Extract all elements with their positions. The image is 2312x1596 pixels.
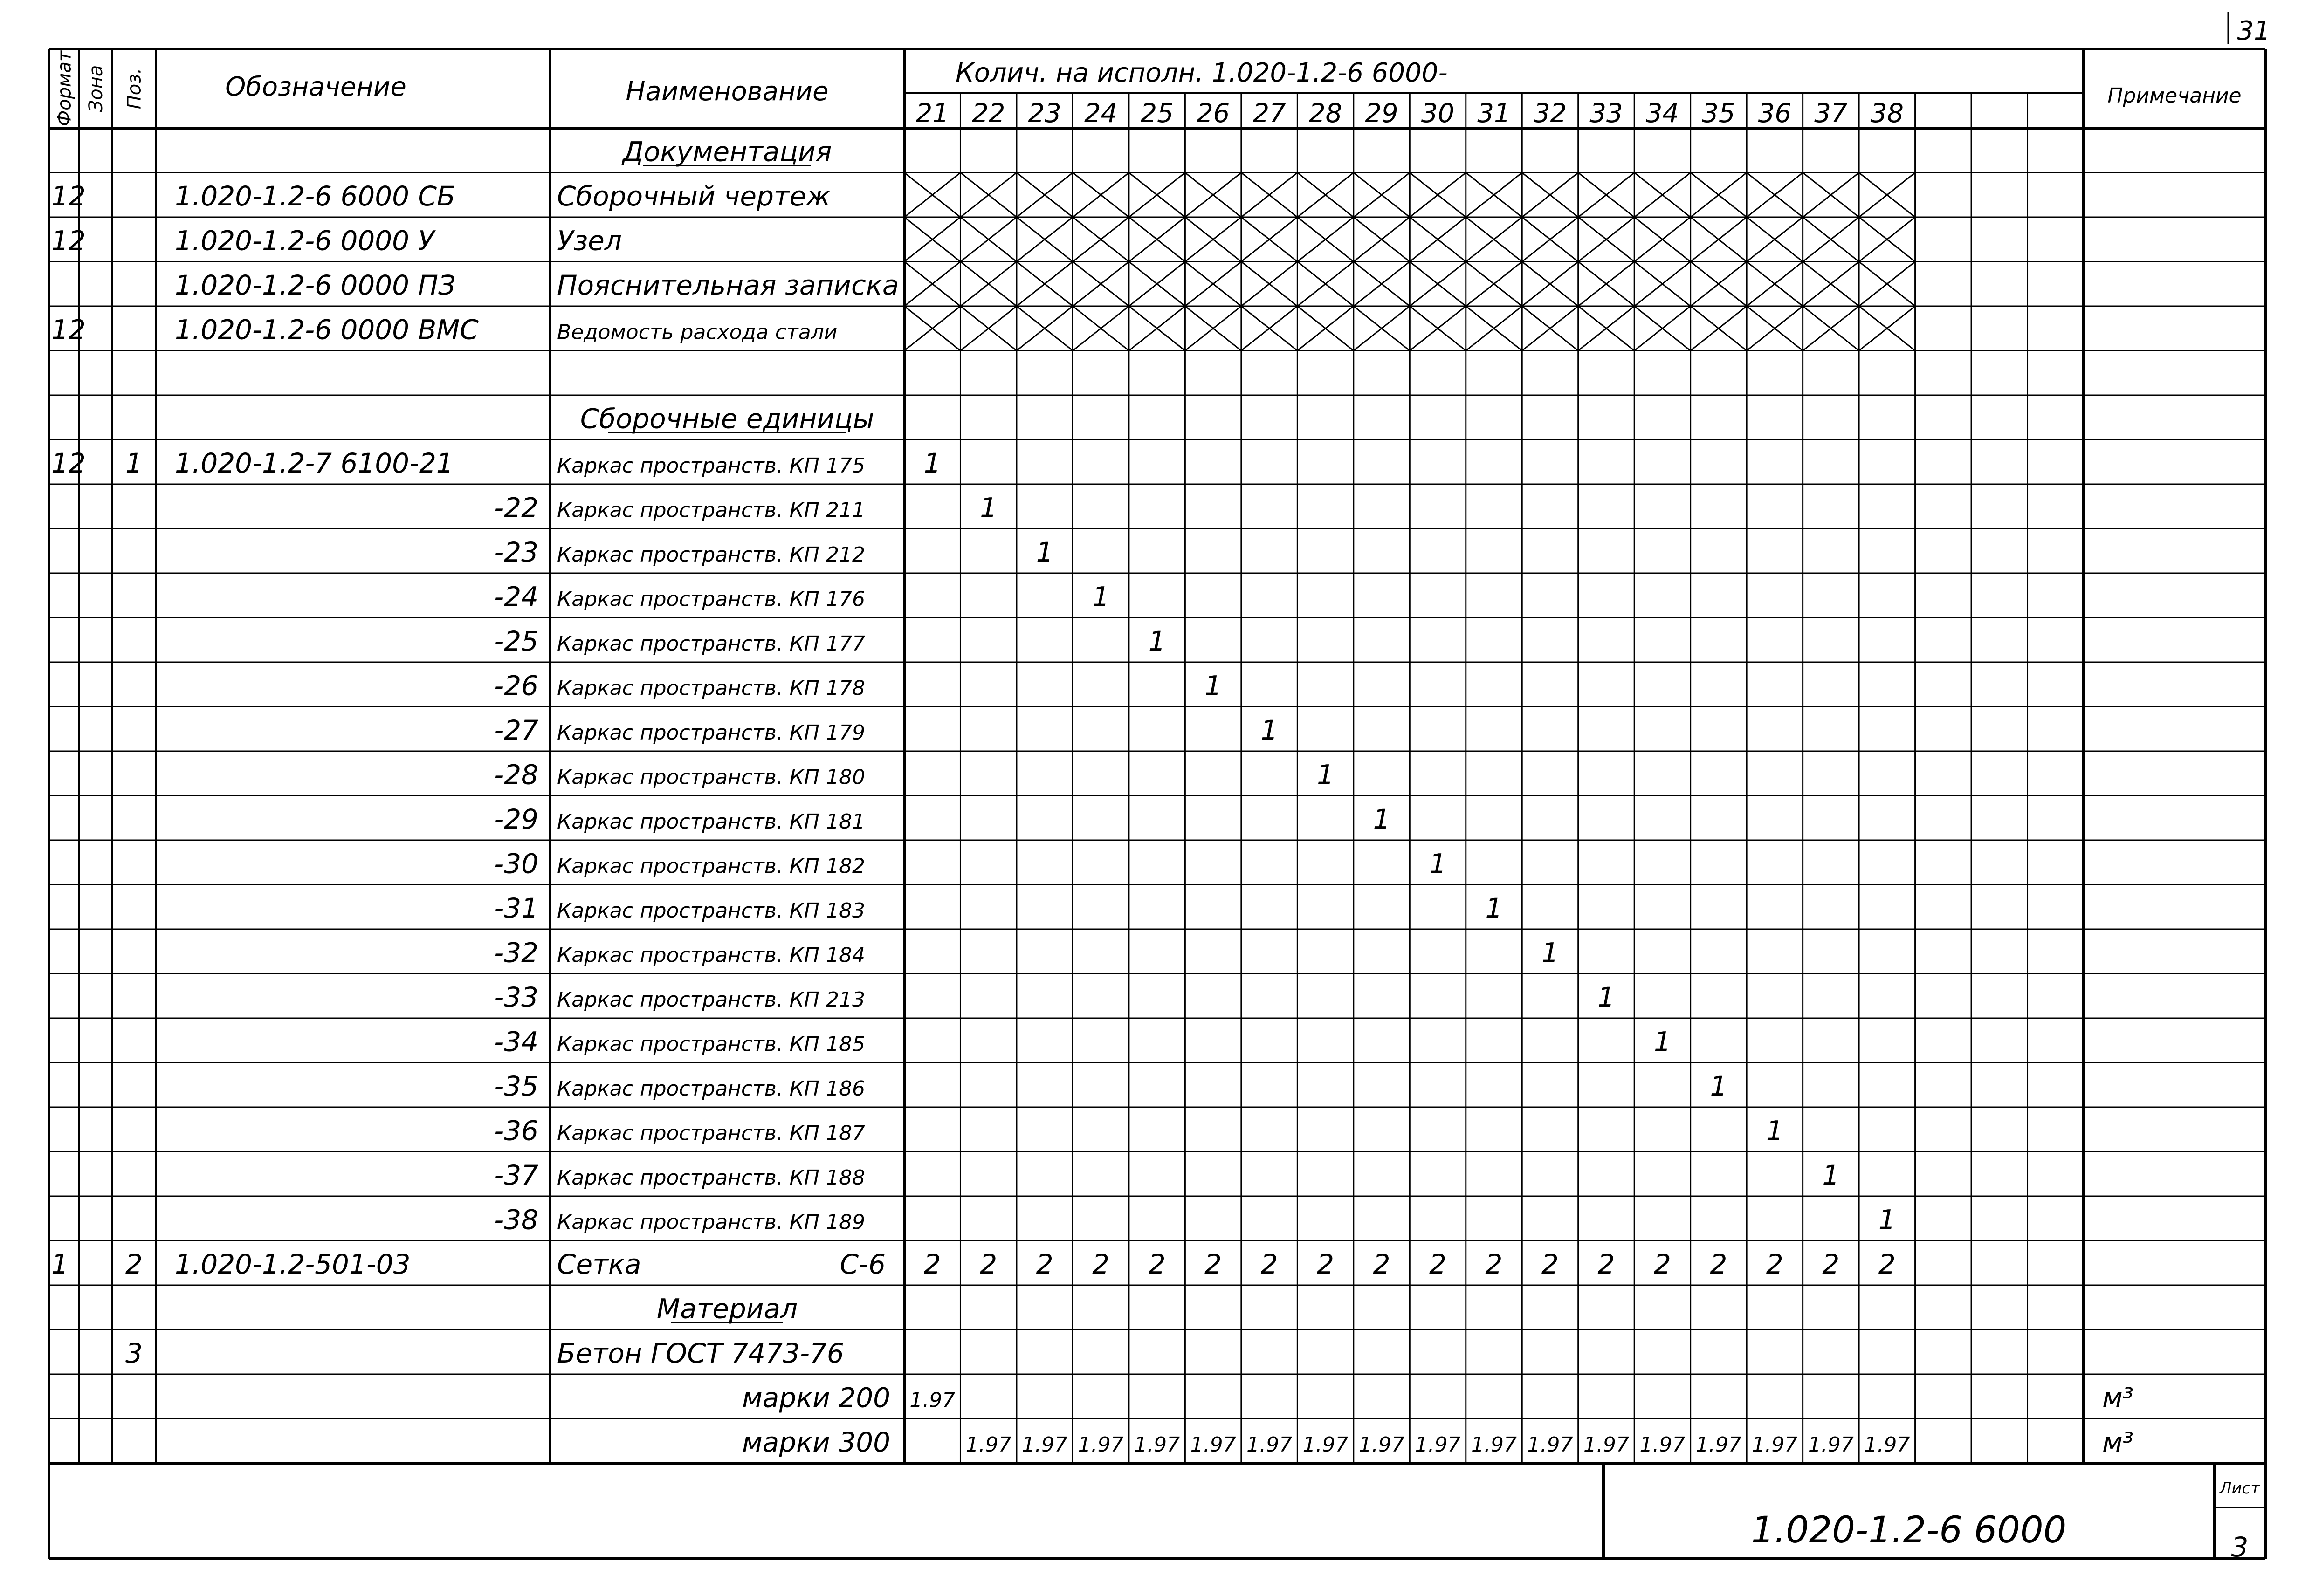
cell-designation: -26 — [494, 670, 538, 702]
quantity-cell: 1 — [1429, 848, 1446, 880]
variant-header-33: 33 — [1590, 98, 1623, 129]
quantity-cell: 1 — [1710, 1070, 1727, 1102]
quantity-cell: 1.97 — [1695, 1433, 1741, 1457]
cell-designation: -32 — [494, 937, 538, 969]
cell-designation: 1.020-1.2-6 0000 У — [175, 225, 434, 257]
cell-name: Каркас пространств. КП 175 — [557, 454, 865, 478]
cell-name: Каркас пространств. КП 178 — [557, 676, 865, 700]
column-header-format: Формат — [54, 50, 76, 127]
quantity-cell: 2 — [1317, 1248, 1335, 1280]
quantity-cell: 1 — [980, 492, 998, 524]
quantity-cell: 2 — [1148, 1248, 1166, 1280]
quantity-cell: 1 — [1092, 581, 1110, 613]
quantity-cell: 1 — [1148, 625, 1166, 657]
cell-name: Каркас пространств. КП 179 — [557, 721, 865, 745]
cell-name: Пояснительная записка — [557, 269, 899, 301]
quantity-cell: 1 — [1541, 937, 1559, 969]
cell-name: Каркас пространств. КП 186 — [557, 1077, 865, 1101]
cell-designation: -23 — [494, 536, 538, 568]
cell-name: Документация — [622, 136, 832, 168]
quantity-cell: 2 — [1597, 1248, 1615, 1280]
quantity-cell: 2 — [1541, 1248, 1559, 1280]
variant-header-25: 25 — [1140, 98, 1174, 129]
cell-name: Каркас пространств. КП 212 — [557, 543, 865, 567]
cell-position: 2 — [125, 1248, 143, 1280]
cell-name: Каркас пространств. КП 182 — [557, 854, 865, 878]
cell-designation: 1.020-1.2-7 6100-21 — [175, 447, 454, 479]
variant-header-30: 30 — [1421, 98, 1455, 129]
quantity-cell: 1.97 — [1527, 1433, 1573, 1457]
quantity-cell: 2 — [1092, 1248, 1110, 1280]
cell-name: Узел — [557, 225, 622, 257]
quantity-cell: 1.97 — [1359, 1433, 1405, 1457]
cell-designation: 1.020-1.2-6 0000 ВМС — [175, 314, 479, 346]
quantity-cell: 1.97 — [1752, 1433, 1798, 1457]
cell-name: Материал — [656, 1293, 798, 1325]
quantity-cell: 2 — [1878, 1248, 1896, 1280]
variant-header-37: 37 — [1814, 98, 1848, 129]
quantity-cell: 1.97 — [1078, 1433, 1124, 1457]
cell-name: марки 300 — [742, 1426, 890, 1458]
cell-designation: -29 — [494, 803, 538, 835]
page-number: 31 — [2237, 16, 2271, 46]
cell-designation: -27 — [494, 714, 538, 746]
quantity-cell: 2 — [1653, 1248, 1671, 1280]
cell-format: 12 — [51, 180, 86, 212]
cell-name: Каркас пространств. КП 176 — [557, 587, 865, 611]
variant-header-35: 35 — [1702, 98, 1735, 129]
quantity-cell: 2 — [1766, 1248, 1783, 1280]
quantity-cell: 2 — [1373, 1248, 1390, 1280]
quantity-cell: 1 — [1653, 1026, 1671, 1058]
cell-designation: -36 — [494, 1115, 538, 1147]
variant-header-29: 29 — [1365, 98, 1398, 129]
quantity-cell: 1 — [1260, 714, 1278, 746]
quantity-cell: 1.97 — [1583, 1433, 1629, 1457]
variant-header-28: 28 — [1308, 98, 1342, 129]
quantity-cell: 1 — [1597, 981, 1615, 1013]
quantity-cell: 1.97 — [1808, 1433, 1854, 1457]
quantity-cell: 2 — [1822, 1248, 1840, 1280]
variant-header-27: 27 — [1252, 98, 1286, 129]
column-header-position: Поз. — [124, 68, 145, 110]
cell-name: Каркас пространств. КП 189 — [557, 1210, 865, 1234]
cell-designation: 1.020-1.2-501-03 — [175, 1248, 411, 1280]
cell-name: Каркас пространств. КП 184 — [557, 943, 865, 967]
variant-header-22: 22 — [972, 98, 1005, 129]
quantity-cell: 1 — [923, 447, 941, 479]
cell-designation: -22 — [494, 492, 538, 524]
quantity-cell: 2 — [1429, 1248, 1446, 1280]
quantity-cell: 2 — [1710, 1248, 1727, 1280]
cell-name: Каркас пространств. КП 211 — [557, 498, 865, 522]
variant-header-31: 31 — [1477, 98, 1511, 129]
cell-designation: -24 — [494, 581, 538, 613]
quantity-cell: 2 — [1204, 1248, 1222, 1280]
cell-designation: -37 — [494, 1159, 538, 1191]
cell-designation: -30 — [494, 848, 538, 880]
cell-name: Каркас пространств. КП 213 — [557, 988, 865, 1012]
cell-format: 1 — [51, 1248, 69, 1280]
sheet-label: Лист — [2219, 1479, 2260, 1498]
quantity-cell: 1.97 — [1190, 1433, 1236, 1457]
quantity-cell: 1 — [1317, 759, 1335, 791]
cell-designation: 1.020-1.2-6 0000 ПЗ — [175, 269, 456, 301]
cell-note: м³ — [2102, 1382, 2134, 1414]
cell-format: 12 — [51, 225, 86, 257]
cell-designation: 1.020-1.2-6 6000 СБ — [175, 180, 455, 212]
quantity-cell: 2 — [980, 1248, 998, 1280]
quantity-cell: 1.97 — [1134, 1433, 1180, 1457]
document-code: 1.020-1.2-6 6000 — [1751, 1509, 2067, 1551]
variant-header-21: 21 — [915, 98, 949, 129]
cell-name: Каркас пространств. КП 185 — [557, 1032, 865, 1056]
quantity-cell: 2 — [1036, 1248, 1053, 1280]
quantity-cell: 2 — [1485, 1248, 1503, 1280]
cell-name: Каркас пространств. КП 188 — [557, 1166, 865, 1190]
cell-designation: -38 — [494, 1204, 538, 1236]
variant-header-23: 23 — [1028, 98, 1061, 129]
cell-name: Каркас пространств. КП 183 — [557, 899, 865, 923]
cell-name: Сборочный чертеж — [557, 180, 831, 212]
cell-format: 12 — [51, 447, 86, 479]
variant-header-36: 36 — [1758, 98, 1792, 129]
column-header-quantity: Колич. на исполн. 1.020-1.2-6 6000- — [956, 58, 1448, 88]
quantity-cell: 1 — [1766, 1115, 1783, 1147]
quantity-cell: 1.97 — [965, 1433, 1012, 1457]
sheet-number: 3 — [2231, 1531, 2249, 1563]
variant-header-34: 34 — [1645, 98, 1679, 129]
cell-name: Сетка — [557, 1248, 641, 1280]
quantity-cell: 1 — [1036, 536, 1053, 568]
quantity-cell: 1.97 — [1471, 1433, 1517, 1457]
cell-position: 3 — [125, 1337, 143, 1369]
cell-designation: -35 — [494, 1070, 538, 1102]
table-texts — [51, 16, 2271, 1563]
quantity-cell: 1 — [1204, 670, 1222, 702]
cell-designation: -28 — [494, 759, 538, 791]
cell-format: 12 — [51, 314, 86, 346]
variant-header-26: 26 — [1196, 98, 1230, 129]
cell-designation: -25 — [494, 625, 538, 657]
quantity-cell: 1 — [1485, 892, 1503, 924]
quantity-cell: 1 — [1822, 1159, 1840, 1191]
quantity-cell: 1.97 — [1246, 1433, 1293, 1457]
quantity-cell: 2 — [923, 1248, 941, 1280]
quantity-cell: 1.97 — [1864, 1433, 1910, 1457]
quantity-cell: 1.97 — [1639, 1433, 1686, 1457]
cell-name: Каркас пространств. КП 181 — [557, 810, 865, 834]
quantity-cell: 1.97 — [1022, 1433, 1068, 1457]
cell-designation: -33 — [494, 981, 538, 1013]
quantity-cell: 1.97 — [909, 1388, 956, 1412]
column-header-note: Примечание — [2107, 84, 2242, 108]
cell-position: 1 — [125, 447, 143, 479]
column-header-name: Наименование — [626, 76, 829, 107]
cell-name: Каркас пространств. КП 177 — [557, 632, 865, 656]
quantity-cell: 1 — [1878, 1204, 1896, 1236]
cell-name: марки 200 — [742, 1382, 890, 1414]
cell-name: Ведомость расхода стали — [557, 320, 838, 344]
cell-note: м³ — [2102, 1426, 2134, 1458]
quantity-cell: 1.97 — [1415, 1433, 1461, 1457]
variant-header-24: 24 — [1084, 98, 1118, 129]
quantity-cell: 2 — [1260, 1248, 1278, 1280]
cell-designation: -31 — [494, 892, 538, 924]
column-header-designation: Обозначение — [225, 72, 406, 102]
cell-name: Сборочные единицы — [580, 403, 874, 435]
variant-header-38: 38 — [1870, 98, 1904, 129]
cell-designation: -34 — [494, 1026, 538, 1058]
quantity-cell: 1.97 — [1302, 1433, 1349, 1457]
cell-name: Каркас пространств. КП 187 — [557, 1121, 865, 1145]
quantity-cell: 1 — [1373, 803, 1390, 835]
cell-name: Бетон ГОСТ 7473-76 — [557, 1337, 844, 1369]
variant-header-32: 32 — [1533, 98, 1567, 129]
cell-name-mark: С-6 — [839, 1248, 886, 1280]
cell-name: Каркас пространств. КП 180 — [557, 765, 865, 789]
column-header-zone: Зона — [85, 65, 107, 112]
